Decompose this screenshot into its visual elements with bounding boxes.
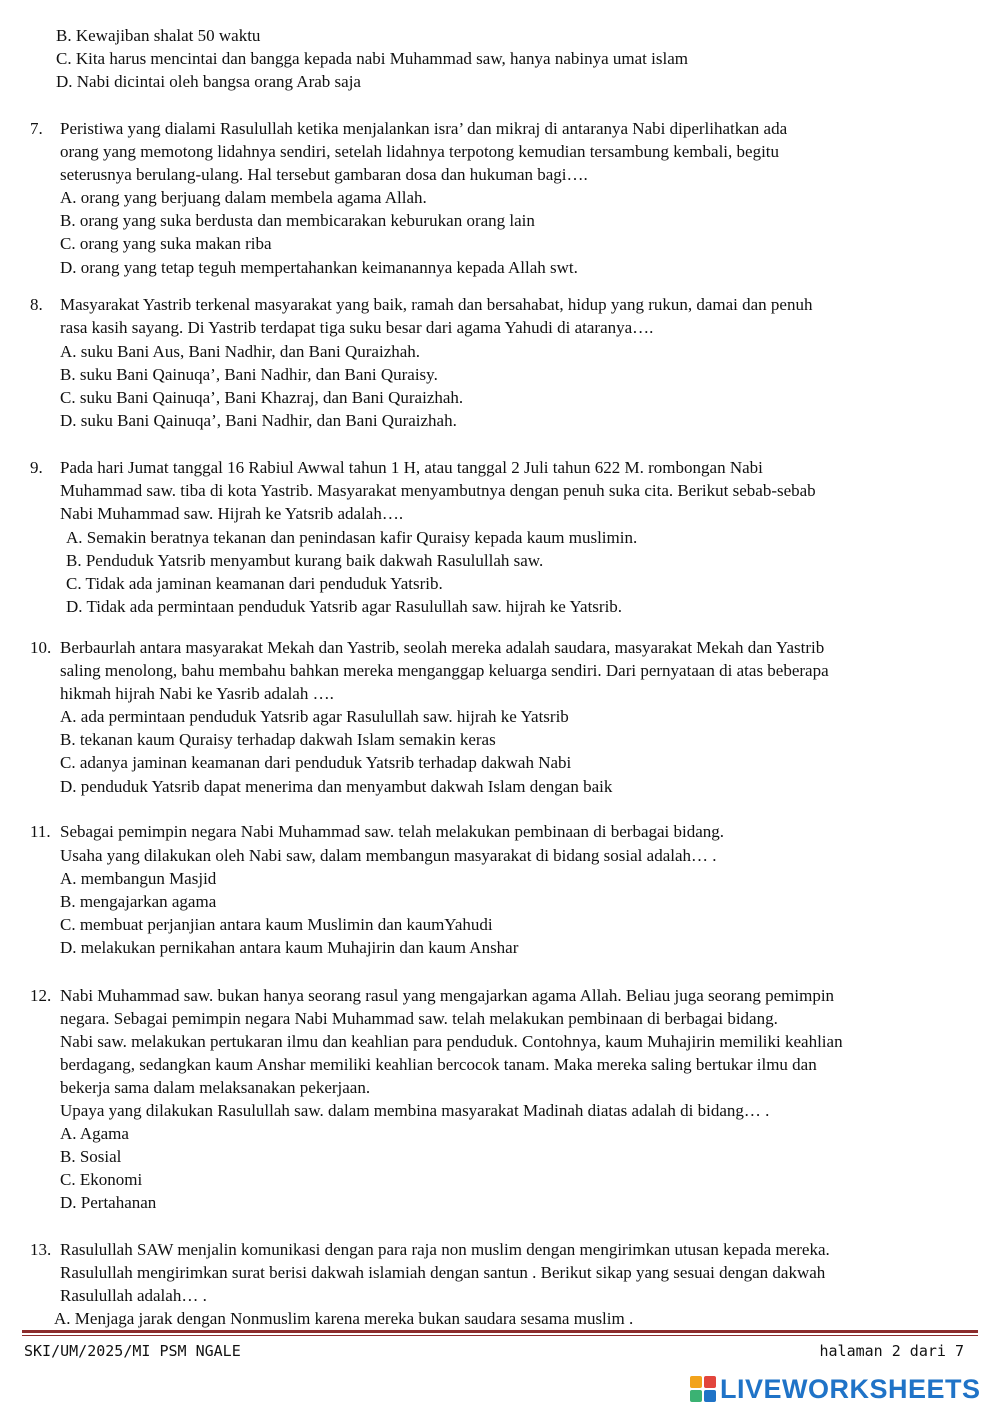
q13-number: 13.: [30, 1240, 52, 1259]
q6-option-d: D. Nabi dicintai oleh bangsa orang Arab saja: [56, 72, 361, 91]
q8-text-2: rasa kasih sayang. Di Yastrib terdapat tiga suku besar dari agama Yahudi di ataranya….: [60, 318, 654, 337]
q8-text-1: Masyarakat Yastrib terkenal masyarakat yang baik, ramah dan bersahabat, hidup yang rukun, damai dan penuh: [60, 295, 813, 314]
q6-option-b: B. Kewajiban shalat 50 waktu: [56, 26, 261, 45]
q11-option-d: D. melakukan pernikahan antara kaum Muhajirin dan kaum Anshar: [60, 938, 519, 957]
q7-text-3: seterusnya berulang-ulang. Hal tersebut gambaran dosa dan hukuman bagi….: [60, 165, 588, 184]
q7-option-b: B. orang yang suka berdusta dan membicarakan keburukan orang lain: [60, 211, 535, 230]
q10-option-c: C. adanya jaminan keamanan dari penduduk Yatsrib terhadap dakwah Nabi: [60, 753, 572, 772]
q7-option-d: D. orang yang tetap teguh mempertahankan keimanannya kepada Allah swt.: [60, 258, 578, 277]
q8-option-c: C. suku Bani Qainuqa’, Bani Khazraj, dan Bani Quraizhah.: [60, 388, 464, 407]
q7-number: 7.: [30, 119, 43, 138]
q12-number: 12.: [30, 986, 52, 1005]
q9-text-3: Nabi Muhammad saw. Hijrah ke Yatsrib adalah….: [60, 504, 404, 523]
q10-option-d: D. penduduk Yatsrib dapat menerima dan menyambut dakwah Islam dengan baik: [60, 777, 613, 796]
q12-text-5: bekerja sama dalam melaksanakan pekerjaan.: [60, 1078, 371, 1097]
q11-option-c: C. membuat perjanjian antara kaum Muslimin dan kaumYahudi: [60, 915, 493, 934]
logo-square-4: [704, 1390, 716, 1402]
q10-number: 10.: [30, 638, 52, 657]
logo-square-1: [690, 1376, 702, 1388]
q12-option-c: C. Ekonomi: [60, 1170, 143, 1189]
q8-option-a: A. suku Bani Aus, Bani Nadhir, dan Bani Quraizhah.: [60, 342, 421, 361]
q11-option-a: A. membangun Masjid: [60, 869, 217, 888]
q6-option-c: C. Kita harus mencintai dan bangga kepada nabi Muhammad saw, hanya nabinya umat islam: [56, 49, 688, 68]
q13-text-1: Rasulullah SAW menjalin komunikasi dengan para raja non muslim dengan mengirimkan utusan kepada mereka.: [60, 1240, 830, 1259]
liveworksheets-wordmark: LIVEWORKSHEETS: [720, 1373, 981, 1404]
q12-text-1: Nabi Muhammad saw. bukan hanya seorang rasul yang mengajarkan agama Allah. Beliau juga seorang pemimpin: [60, 986, 835, 1005]
q12-option-b: B. Sosial: [60, 1147, 122, 1166]
q12-text-2: negara. Sebagai pemimpin negara Nabi Muhammad saw. telah melakukan pembinaan di berbagai bidang.: [60, 1009, 778, 1028]
q7-option-c: C. orang yang suka makan riba: [60, 234, 272, 253]
q9-option-c: C. Tidak ada jaminan keamanan dari penduduk Yatsrib.: [66, 574, 443, 593]
logo-square-3: [690, 1390, 702, 1402]
q8-option-d: D. suku Bani Qainuqa’, Bani Nadhir, dan Bani Quraizhah.: [60, 411, 457, 430]
q13-text-3: Rasulullah adalah… .: [60, 1286, 207, 1305]
q9-text-1: Pada hari Jumat tanggal 16 Rabiul Awwal tahun 1 H, atau tanggal 2 Juli tahun 622 M. rombongan Nabi: [60, 458, 763, 477]
q11-number: 11.: [30, 822, 51, 841]
q7-text-2: orang yang memotong lidahnya sendiri, setelah lidahnya terpotong kemudian tersambung kembali, begitu: [60, 142, 780, 161]
q12-option-d: D. Pertahanan: [60, 1193, 157, 1212]
q12-option-a: A. Agama: [60, 1124, 129, 1143]
footer-code: SKI/UM/2025/MI PSM NGALE: [24, 1342, 241, 1360]
q10-text-2: saling menolong, bahu membahu bahkan mereka menganggap keluarga sendiri. Dari pernyataan di atas beberapa: [60, 661, 829, 680]
logo-square-2: [704, 1376, 716, 1388]
q9-option-a: A. Semakin beratnya tekanan dan penindasan kafir Quraisy kepada kaum muslimin.: [66, 528, 638, 547]
footer-rule-thin: [22, 1335, 978, 1336]
liveworksheets-logo[interactable]: [690, 1372, 981, 1406]
q7-text-1: Peristiwa yang dialami Rasulullah ketika menjalankan isra’ dan mikraj di antaranya Nabi diperlihatkan ada: [60, 119, 788, 138]
q9-number: 9.: [30, 458, 43, 477]
q7-option-a: A. orang yang berjuang dalam membela agama Allah.: [60, 188, 427, 207]
liveworksheets-icon: [690, 1376, 716, 1402]
q9-option-d: D. Tidak ada permintaan penduduk Yatsrib agar Rasulullah saw. hijrah ke Yatsrib.: [66, 597, 623, 616]
q12-text-3: Nabi saw. melakukan pertukaran ilmu dan keahlian para penduduk. Contohnya, kaum Muhajirin memiliki keahlian: [60, 1032, 843, 1051]
q9-text-2: Muhammad saw. tiba di kota Yastrib. Masyarakat menyambutnya dengan penuh suka cita. Berikut sebab-sebab: [60, 481, 816, 500]
q10-text-1: Berbaurlah antara masyarakat Mekah dan Yastrib, seolah mereka adalah saudara, masyarakat Mekah dan Yastrib: [60, 638, 825, 657]
q13-text-2: Rasulullah mengirimkan surat berisi dakwah islamiah dengan santun . Berikut sikap yang sesuai dengan dakwah: [60, 1263, 826, 1282]
q10-option-b: B. tekanan kaum Quraisy terhadap dakwah Islam semakin keras: [60, 730, 496, 749]
q8-number: 8.: [30, 295, 43, 314]
q9-option-b: B. Penduduk Yatsrib menyambut kurang baik dakwah Rasulullah saw.: [66, 551, 544, 570]
q11-text-1: Sebagai pemimpin negara Nabi Muhammad saw. telah melakukan pembinaan di berbagai bidang.: [60, 822, 725, 841]
q10-option-a: A. ada permintaan penduduk Yatsrib agar Rasulullah saw. hijrah ke Yatsrib: [60, 707, 569, 726]
q11-text-2: Usaha yang dilakukan oleh Nabi saw, dalam membangun masyarakat di bidang sosial adalah… .: [60, 846, 717, 865]
q12-text-6: Upaya yang dilakukan Rasulullah saw. dalam membina masyarakat Madinah diatas adalah di bidang… .: [60, 1101, 770, 1120]
q8-option-b: B. suku Bani Qainuqa’, Bani Nadhir, dan Bani Quraisy.: [60, 365, 438, 384]
footer-page-number: halaman 2 dari 7: [819, 1342, 964, 1360]
footer-rule-thick: [22, 1330, 978, 1333]
q11-option-b: B. mengajarkan agama: [60, 892, 217, 911]
q12-text-4: berdagang, sedangkan kaum Anshar memiliki keahlian bercocok tanam. Maka mereka saling bertukar ilmu dan: [60, 1055, 817, 1074]
q10-text-3: hikmah hijrah Nabi ke Yasrib adalah ….: [60, 684, 334, 703]
q13-option-a: A. Menjaga jarak dengan Nonmuslim karena mereka bukan saudara sesama muslim .: [54, 1309, 634, 1328]
